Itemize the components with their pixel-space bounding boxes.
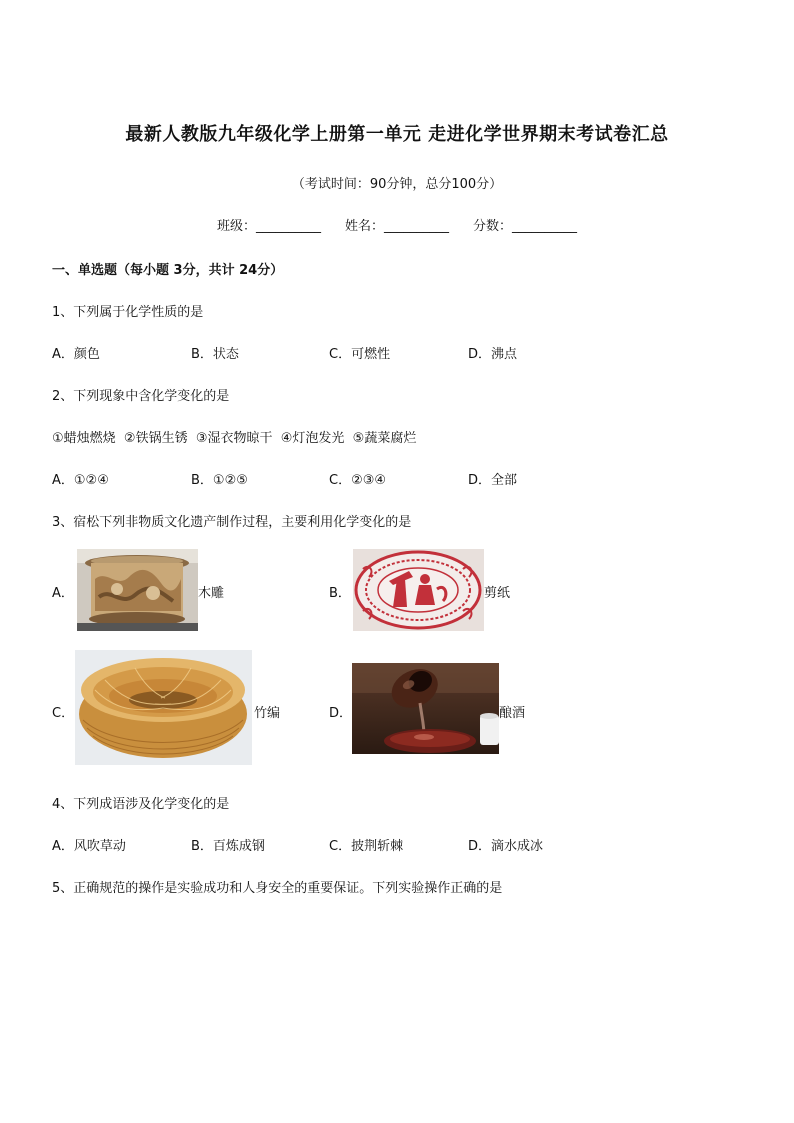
name-field: 姓名：__________ — [344, 219, 449, 234]
question-4-option-a: A．风吹草动 — [52, 839, 126, 854]
student-info-line — [0, 215, 794, 234]
question-4-option-b: B．百炼成钢 — [191, 839, 265, 854]
wine-brewing-image — [352, 663, 499, 754]
question-3-stem: 3、宿松下列非物质文化遗产制作过程，主要利用化学变化的是 — [52, 515, 412, 530]
question-2-option-b: B．①②⑤ — [191, 473, 248, 488]
question-3-option-d-letter: D． — [329, 706, 353, 721]
question-5-stem: 5、正确规范的操作是实验成功和人身安全的重要保证。下列实验操作正确的是 — [52, 881, 503, 896]
wood-carving-image — [77, 549, 198, 631]
exam-title: 最新人教版九年级化学上册第一单元 走进化学世界期末考试卷汇总 — [125, 124, 669, 145]
question-2-stem: 2、下列现象中含化学变化的是 — [52, 389, 230, 404]
question-1-option-b: B．状态 — [191, 347, 239, 362]
question-3-option-a-letter: A． — [52, 586, 74, 601]
class-field: 班级：__________ — [216, 219, 321, 234]
question-4-option-c: C．披荆斩棘 — [329, 839, 404, 854]
question-1-option-a: A．颜色 — [52, 347, 100, 362]
exam-subtitle: （考试时间：90分钟，总分100分） — [291, 177, 503, 192]
question-4-option-d: D．滴水成冰 — [468, 839, 544, 854]
question-2-option-d: D．全部 — [468, 473, 518, 488]
question-2-option-c: C．②③④ — [329, 473, 387, 488]
score-field: 分数：__________ — [473, 219, 578, 234]
question-2-phenomena: ①蜡烛燃烧 ②铁锅生锈 ③湿衣物晾干 ④灯泡发光 ⑤蔬菜腐烂 — [52, 431, 417, 446]
question-1-option-d: D．沸点 — [468, 347, 518, 362]
question-4-stem: 4、下列成语涉及化学变化的是 — [52, 797, 230, 812]
bamboo-weaving-image — [75, 650, 252, 765]
question-3-option-c-letter: C． — [52, 706, 75, 721]
paper-cut-image — [353, 549, 484, 631]
question-1-stem: 1、下列属于化学性质的是 — [52, 305, 204, 320]
question-3-option-b-caption: 剪纸 — [484, 586, 511, 601]
question-3-option-d-caption: 酿酒 — [499, 706, 526, 721]
question-3-option-c-caption: 竹编 — [254, 706, 281, 721]
question-3-option-a-caption: 木雕 — [198, 586, 225, 601]
question-2-option-a: A．①②④ — [52, 473, 109, 488]
question-1-option-c: C．可燃性 — [329, 347, 391, 362]
section-heading: 一、单选题（每小题 3分，共计 24分） — [52, 263, 284, 278]
question-3-option-b-letter: B． — [329, 586, 351, 601]
